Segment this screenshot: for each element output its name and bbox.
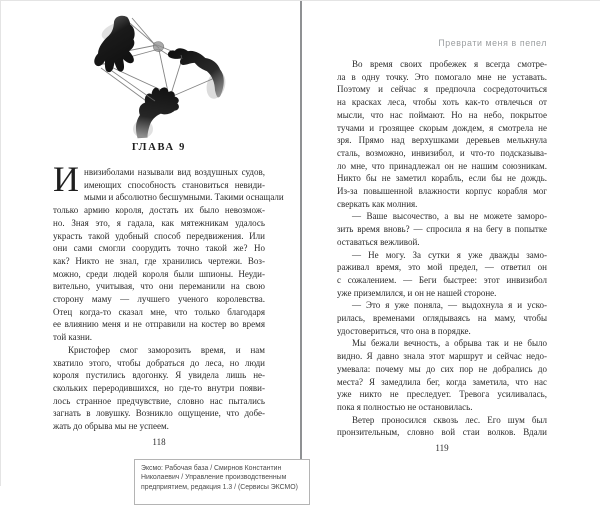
text-line: оставаться вежливой. [337, 236, 420, 247]
text-line: с сожалением. — Беги быстрее: этот инвизибол [337, 274, 547, 285]
text-line: уже никто не преследует. Тревога усиливалась, [337, 389, 547, 400]
watermark-line: предприятием, редакция 1.3 / (Сервисы ЭКСМО) [141, 483, 298, 491]
publisher-watermark-box [134, 459, 310, 505]
page-number-right: 119 [435, 443, 449, 454]
text-line: Из-за повышенной влажности корпус корабля мог [337, 186, 547, 197]
watermark-line: Эксмо: Рабочая база / Смирнов Константин [141, 465, 282, 472]
text-line: жать до обрыва мы не успеем. [53, 421, 169, 432]
text-line: как? Никто не знал, где хранились чертежи. Воз- [53, 255, 265, 266]
text-line: они сами смогли соорудить точно такой же? Но [53, 243, 265, 254]
right-hand [164, 47, 227, 98]
text-line: умевала: почему мы до сих пор не добрались до [337, 363, 547, 374]
text-line: пронзительным, словно вой стаи волков. Вдали [337, 427, 547, 438]
paragraph [337, 414, 547, 439]
text-line: — Не могу. За сутки я уже дважды замо- [352, 249, 547, 260]
paragraph [337, 58, 547, 210]
left-page-column [53, 1, 284, 448]
text-line: мыми и абсолютно бесшумными. Такими оснащали [84, 192, 284, 203]
text-line: Поэтому и сейчас я предпочла сосредоточиться [337, 84, 547, 95]
text-line: тучами и грозящее скорым дождем, я смотрела не [337, 122, 547, 133]
text-line: уже приземлился, и он не нашей стороне. [337, 287, 497, 298]
text-line: короля пустились вдогонку. Я увидела лишь не- [53, 370, 265, 381]
text-line: рилась, временами оглядываясь на маму, чтобы [337, 313, 547, 324]
right-page[interactable] [302, 1, 601, 487]
right-page-column [337, 1, 547, 454]
text-line: удостовериться, что она в порядке. [337, 325, 471, 336]
text-line: мысли, что нас поймают. Но на небо, покрытое [337, 109, 547, 120]
text-line: места? Я замедлила бег, когда заметила, что нас [337, 376, 547, 387]
right-page-text [337, 1, 547, 439]
text-line: только армию короля, достать их было невозмож- [53, 205, 265, 216]
hands-string-figure-illustration [85, 15, 233, 139]
text-line: загнать в ловушку. Возникло ощущение, что добе- [53, 408, 265, 419]
text-line: украсть такой удобный способ передвижения. Или [53, 230, 265, 241]
top-left-hand [88, 14, 139, 75]
string-knot [153, 42, 163, 52]
watermark-text [141, 464, 303, 492]
text-line: но. Зная это, я гадала, как мятежникам удалось [53, 217, 265, 228]
text-line: сталь, возможно, инвизибол, и что-то подсказыва- [337, 147, 547, 158]
text-line: Ветер проносился сквозь лес. Его шум был [352, 414, 547, 425]
paragraph [337, 337, 547, 413]
text-line: ла в одну точку. Это помогало мне не уставать. [337, 71, 547, 82]
text-line: на красках леса, чтобы хоть как-то отвлечься от [337, 97, 547, 108]
watermark-line: Николаевич / Управление производственным [141, 474, 287, 482]
text-line: зить время вновь? — спросила я на бегу в попытке [337, 224, 547, 235]
drop-cap: И [53, 159, 79, 199]
paragraph [337, 249, 547, 300]
text-line: — Ваше высочество, а вы не можете заморо- [352, 211, 547, 222]
text-line: Никто бы не заметил корабль, если бы не дождь. [337, 173, 547, 184]
text-line: имеющих способность становиться невиди- [84, 179, 265, 190]
text-line: Мы бежали вечность, а обрыва так и не было [352, 338, 547, 349]
left-page-text [53, 159, 284, 433]
paragraph [337, 299, 547, 337]
text-line: вительно, учитывая, что они переманили на свою [53, 281, 265, 292]
text-line: ло мне, что принадлежал он не нашим союзникам. [337, 160, 547, 171]
text-line: пока я полностью не остановилась. [337, 401, 473, 412]
text-line: раживал время, это мой предел, — ответил он [337, 262, 547, 273]
chapter-heading: ГЛАВА 9 [131, 142, 187, 153]
text-line: сторону маму — лучшего ученого королевства. [53, 294, 265, 305]
text-line: зря. Прямо над верхушками деревьев мелькнула [337, 135, 547, 146]
bottom-hand [133, 86, 181, 138]
text-line: лось странное предчувствие, словно нас пытались [53, 395, 265, 406]
text-line: той казни. [53, 332, 93, 343]
paragraph [337, 210, 547, 248]
paragraph [53, 159, 284, 344]
running-header: Преврати меня в пепел [438, 38, 547, 48]
page-number-left: 118 [152, 436, 166, 447]
left-page[interactable] [1, 1, 300, 487]
text-line: Кристофер смог заморозить время, и нам [68, 344, 265, 355]
text-line: нвизиболами называли вид воздушных судов, [84, 167, 265, 177]
paragraph [53, 344, 265, 433]
text-line: — Это я уже поняла, — выдохнула я и уско- [352, 300, 547, 311]
text-line: хватило этого, чтобы добраться до леса, но люди [53, 357, 265, 368]
text-line: скольких переродившихся, но где-то внутри появи- [53, 382, 265, 393]
text-line: Во время своих пробежек я всегда смотре- [352, 59, 547, 69]
text-line: сверкать как молния. [337, 198, 418, 209]
text-line: Отец когда-то сказал мне, что только благодаря [53, 306, 265, 317]
text-line: ее влиянию меня и не отправили на костер во время [53, 319, 265, 330]
text-line: можно, среди людей короля были шпионы. Неуди- [53, 268, 265, 279]
text-line: видно. Я давно знала этот маршрут и сейчас недо- [337, 351, 547, 362]
